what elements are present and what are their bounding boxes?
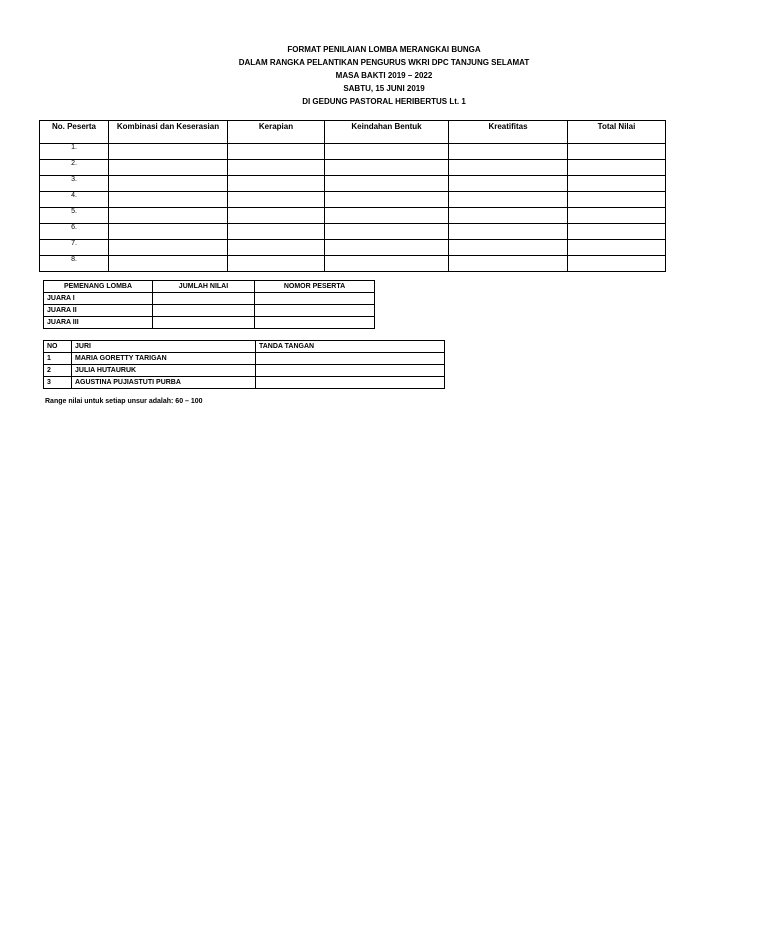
participant-no: 5. — [40, 208, 109, 224]
score-cell[interactable] — [109, 176, 228, 192]
table-row — [40, 144, 666, 160]
score-sum-cell[interactable] — [153, 305, 255, 317]
table-row — [40, 192, 666, 208]
jury-no: 3 — [44, 377, 72, 389]
score-cell[interactable] — [325, 224, 449, 240]
participant-no: 7. — [40, 240, 109, 256]
score-cell[interactable] — [325, 160, 449, 176]
participant-no: 8. — [40, 256, 109, 272]
score-cell[interactable] — [228, 192, 325, 208]
score-cell[interactable] — [449, 176, 568, 192]
col-header-score-sum: JUMLAH NILAI — [153, 281, 255, 293]
jury-name: AGUSTINA PUJIASTUTI PURBA — [72, 377, 256, 389]
table-row — [40, 256, 666, 272]
score-table-header-row — [40, 121, 666, 144]
score-cell[interactable] — [228, 160, 325, 176]
winner-table-header-row — [44, 281, 375, 293]
score-cell[interactable] — [449, 144, 568, 160]
col-header-no: NO — [44, 341, 72, 353]
score-cell[interactable] — [109, 208, 228, 224]
score-cell[interactable] — [325, 256, 449, 272]
header-period: MASA BAKTI 2019 – 2022 — [335, 71, 433, 80]
table-row — [40, 208, 666, 224]
participant-number-cell[interactable] — [255, 293, 375, 305]
signature-cell[interactable] — [256, 353, 445, 365]
score-sum-cell[interactable] — [153, 293, 255, 305]
score-cell[interactable] — [449, 224, 568, 240]
score-cell[interactable] — [325, 192, 449, 208]
score-cell[interactable] — [228, 208, 325, 224]
jury-no: 1 — [44, 353, 72, 365]
total-cell[interactable] — [568, 208, 666, 224]
table-row — [44, 377, 445, 389]
table-row — [44, 305, 375, 317]
jury-table — [43, 340, 445, 389]
jury-table-header-row — [44, 341, 445, 353]
signature-cell[interactable] — [256, 377, 445, 389]
col-header-combination: Kombinasi dan Keserasian — [109, 121, 228, 144]
score-cell[interactable] — [109, 160, 228, 176]
header-title: FORMAT PENILAIAN LOMBA MERANGKAI BUNGA — [287, 45, 481, 54]
winner-rank: JUARA I — [44, 293, 153, 305]
score-cell[interactable] — [325, 144, 449, 160]
signature-cell[interactable] — [256, 365, 445, 377]
jury-name: MARIA GORETTY TARIGAN — [72, 353, 256, 365]
score-range-note: Range nilai untuk setiap unsur adalah: 60 – 100 — [45, 398, 203, 405]
col-header-signature: TANDA TANGAN — [256, 341, 445, 353]
winner-table — [43, 280, 375, 329]
score-cell[interactable] — [228, 176, 325, 192]
score-cell[interactable] — [228, 224, 325, 240]
score-cell[interactable] — [449, 256, 568, 272]
winner-rank: JUARA III — [44, 317, 153, 329]
col-header-participant-number: NOMOR PESERTA — [255, 281, 375, 293]
score-cell[interactable] — [449, 208, 568, 224]
header-subtitle: DALAM RANGKA PELANTIKAN PENGURUS WKRI DPC TANJUNG SELAMAT — [238, 58, 530, 67]
table-row — [44, 317, 375, 329]
jury-name: JULIA HUTAURUK — [72, 365, 256, 377]
header-venue: DI GEDUNG PASTORAL HERIBERTUS Lt. 1 — [302, 97, 466, 106]
table-row — [44, 353, 445, 365]
total-cell[interactable] — [568, 224, 666, 240]
score-cell[interactable] — [449, 192, 568, 208]
total-cell[interactable] — [568, 176, 666, 192]
score-table — [39, 120, 666, 272]
table-row — [44, 293, 375, 305]
score-cell[interactable] — [325, 208, 449, 224]
score-cell[interactable] — [325, 176, 449, 192]
participant-no: 6. — [40, 224, 109, 240]
table-row — [40, 160, 666, 176]
winner-rank: JUARA II — [44, 305, 153, 317]
score-cell[interactable] — [228, 240, 325, 256]
table-row — [40, 176, 666, 192]
score-cell[interactable] — [449, 240, 568, 256]
score-sum-cell[interactable] — [153, 317, 255, 329]
participant-number-cell[interactable] — [255, 305, 375, 317]
participant-number-cell[interactable] — [255, 317, 375, 329]
total-cell[interactable] — [568, 160, 666, 176]
score-cell[interactable] — [449, 160, 568, 176]
col-header-total: Total Nilai — [568, 121, 666, 144]
score-cell[interactable] — [109, 192, 228, 208]
score-cell[interactable] — [109, 224, 228, 240]
col-header-winner: PEMENANG LOMBA — [44, 281, 153, 293]
score-cell[interactable] — [109, 240, 228, 256]
col-header-neatness: Kerapian — [228, 121, 325, 144]
table-row — [40, 240, 666, 256]
jury-no: 2 — [44, 365, 72, 377]
header-date: SABTU, 15 JUNI 2019 — [343, 84, 425, 93]
total-cell[interactable] — [568, 144, 666, 160]
participant-no: 3. — [40, 176, 109, 192]
col-header-jury: JURI — [72, 341, 256, 353]
table-row — [44, 365, 445, 377]
score-cell[interactable] — [325, 240, 449, 256]
document-header — [0, 43, 768, 108]
score-cell[interactable] — [228, 144, 325, 160]
col-header-participant-no: No. Peserta — [40, 121, 109, 144]
participant-no: 1. — [40, 144, 109, 160]
col-header-creativity: Kreatifitas — [449, 121, 568, 144]
col-header-shape-beauty: Keindahan Bentuk — [325, 121, 449, 144]
total-cell[interactable] — [568, 192, 666, 208]
participant-no: 2. — [40, 160, 109, 176]
table-row — [40, 224, 666, 240]
total-cell[interactable] — [568, 240, 666, 256]
score-cell[interactable] — [109, 256, 228, 272]
participant-no: 4. — [40, 192, 109, 208]
score-cell[interactable] — [228, 256, 325, 272]
total-cell[interactable] — [568, 256, 666, 272]
score-cell[interactable] — [109, 144, 228, 160]
